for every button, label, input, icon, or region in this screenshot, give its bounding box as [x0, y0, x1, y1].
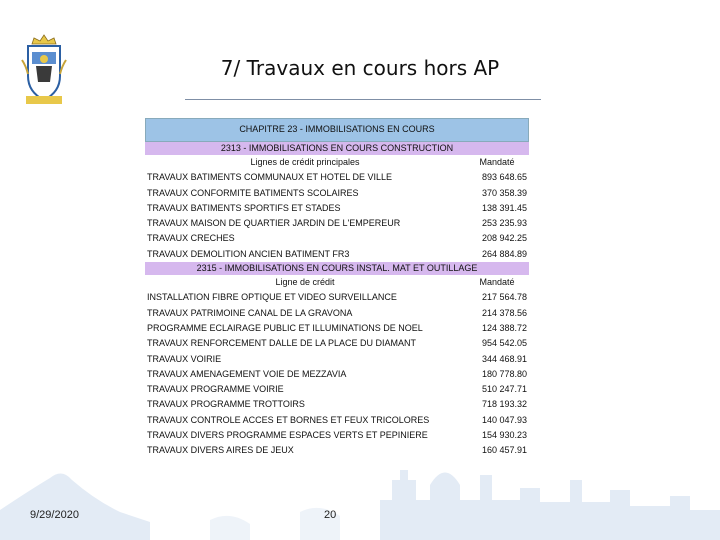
row-label: TRAVAUX RENFORCEMENT DALLE DE LA PLACE DU DIAMANT [147, 338, 417, 349]
column-header-amount: Mandaté [479, 157, 515, 167]
table-row [145, 186, 529, 201]
row-label: TRAVAUX VOIRIE [147, 353, 222, 364]
row-label: TRAVAUX PROGRAMME VOIRIE [147, 384, 284, 395]
table-row [145, 201, 529, 216]
table-row [145, 397, 529, 412]
row-amount: 180 778.80 [481, 368, 527, 379]
column-headers [145, 275, 529, 290]
row-label: TRAVAUX PATRIMOINE CANAL DE LA GRAVONA [147, 307, 353, 318]
row-label: TRAVAUX MAISON DE QUARTIER JARDIN DE L'EMPEREUR [147, 218, 401, 229]
column-header-label: Lignes de crédit principales [250, 157, 360, 167]
table-row [145, 382, 529, 397]
table-row [145, 170, 529, 185]
row-label: PROGRAMME ECLAIRAGE PUBLIC ET ILLUMINATIONS DE NOEL [147, 322, 423, 333]
row-label: INSTALLATION FIBRE OPTIQUE ET VIDEO SURVEILLANCE [147, 292, 397, 303]
row-amount: 160 457.91 [481, 445, 527, 456]
city-skyline-decoration [0, 440, 720, 540]
column-header-amount: Mandaté [479, 277, 515, 288]
table-row [145, 321, 529, 336]
table-row [145, 290, 529, 305]
slide-title: 7/ Travaux en cours hors AP [220, 56, 500, 80]
row-amount: 510 247.71 [481, 384, 527, 395]
row-amount: 253 235.93 [481, 218, 527, 229]
table-row [145, 367, 529, 382]
row-label: TRAVAUX CONTROLE ACCES ET BORNES ET FEUX TRICOLORES [147, 414, 430, 425]
row-label: TRAVAUX CONFORMITE BATIMENTS SCOLAIRES [147, 187, 359, 198]
row-amount: 138 391.45 [481, 202, 527, 213]
row-label: TRAVAUX PROGRAMME TROTTOIRS [147, 399, 305, 410]
row-amount: 154 930.23 [481, 430, 527, 441]
row-amount: 208 942.25 [481, 233, 527, 244]
table-row [145, 413, 529, 428]
row-amount: 264 884.89 [481, 248, 527, 259]
table-row [145, 336, 529, 351]
row-amount: 954 542.05 [481, 338, 527, 349]
column-header-label: Ligne de crédit [275, 277, 335, 288]
table-row [145, 352, 529, 367]
row-label: TRAVAUX DIVERS AIRES DE JEUX [147, 445, 294, 456]
table-row [145, 247, 529, 262]
row-label: TRAVAUX BATIMENTS COMMUNAUX ET HOTEL DE VILLE [147, 172, 393, 183]
chapter-header: CHAPITRE 23 - IMMOBILISATIONS EN COURS [145, 118, 529, 142]
row-amount: 124 388.72 [481, 322, 527, 333]
credit-table [145, 118, 529, 459]
table-row [145, 306, 529, 321]
row-label: TRAVAUX CRECHES [147, 233, 235, 244]
column-headers [145, 155, 529, 170]
page-number: 20 [324, 509, 337, 521]
section-header: 2315 - IMMOBILISATIONS EN COURS INSTAL. MAT ET OUTILLAGE [145, 262, 529, 275]
row-label: TRAVAUX DIVERS PROGRAMME ESPACES VERTS ET PEPINIERE [147, 430, 428, 441]
table-row [145, 231, 529, 246]
row-amount: 214 378.56 [481, 307, 527, 318]
title-divider [185, 99, 541, 100]
row-label: TRAVAUX AMENAGEMENT VOIE DE MEZZAVIA [147, 368, 347, 379]
row-label: TRAVAUX BATIMENTS SPORTIFS ET STADES [147, 202, 341, 213]
row-amount: 217 564.78 [481, 292, 527, 303]
row-amount: 718 193.32 [481, 399, 527, 410]
table-row [145, 216, 529, 231]
row-amount: 344 468.91 [481, 353, 527, 364]
section-header: 2313 - IMMOBILISATIONS EN COURS CONSTRUCTION [145, 142, 529, 155]
footer-date: 9/29/2020 [30, 509, 79, 521]
row-amount: 140 047.93 [481, 414, 527, 425]
row-label: TRAVAUX DEMOLITION ANCIEN BATIMENT FR3 [147, 248, 350, 259]
row-amount: 893 648.65 [481, 172, 527, 183]
row-amount: 370 358.39 [481, 187, 527, 198]
